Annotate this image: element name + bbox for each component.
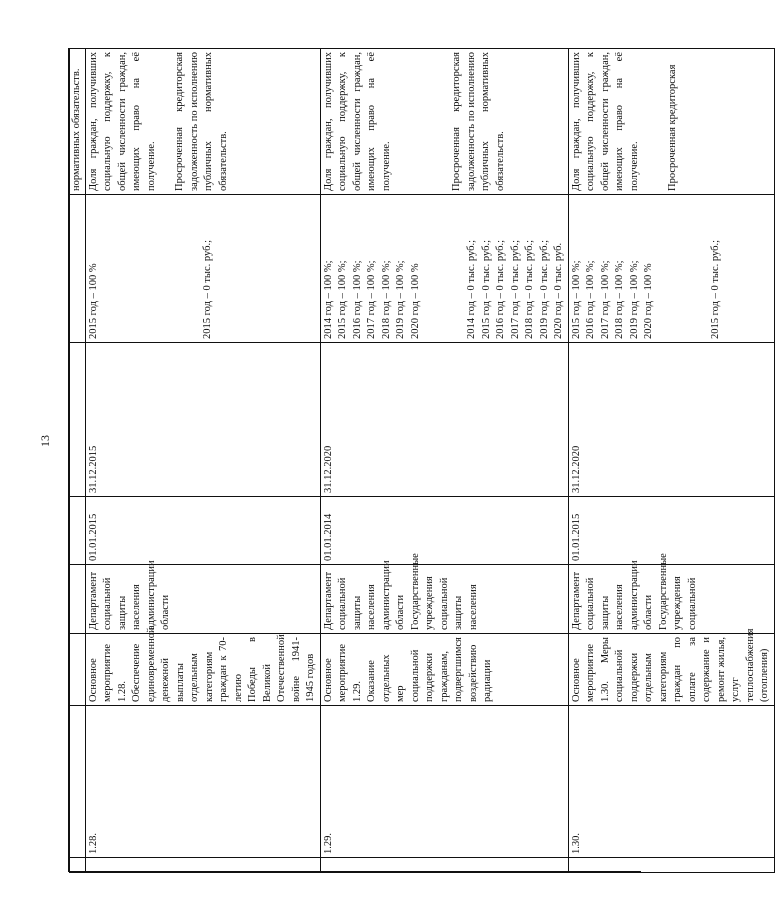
end-date-cell: 31.12.2020 — [320, 343, 568, 497]
debt-indicator: Просроченная кредиторская задолженность по исполнению публичных нормативных обязательств. — [451, 52, 506, 191]
end-date-cell: 31.12.2015 — [85, 343, 320, 497]
measures-table — [69, 48, 775, 873]
target-values-cell — [85, 195, 320, 343]
share-indicator: Доля граждан, получивших социальную поддержку, к общей численности граждан, имеющих право на её получение. — [87, 52, 157, 191]
rotated-table-frame — [69, 49, 770, 873]
row-number: 1.29. — [322, 833, 334, 854]
debt-values: 2015 год – 0 тыс. руб.; — [202, 240, 213, 339]
strip-cell — [70, 634, 86, 706]
executor-cell: Департамент социальной защиты населения администрации области — [85, 565, 320, 634]
strip-cell — [70, 497, 86, 565]
indicator-cell — [568, 49, 774, 195]
strip-cell — [70, 195, 86, 343]
executor-cell: Департамент социальной защиты населения администрации области Государственные учреждения социальной защиты населения — [320, 565, 568, 634]
continuation-row — [70, 49, 86, 873]
target-values-cell — [568, 195, 774, 343]
row-number-cell — [85, 706, 320, 858]
measure-name-cell: Основное мероприятие 1.30. Меры социальной поддержки отдельным категориям граждан по оплате за содержание и ремонт жилья, услуг теплоснабжения (отопления) — [568, 634, 774, 706]
indicator-cell — [320, 49, 568, 195]
measure-name-cell: Основное мероприятие 1.28. Обеспечение единовременной денежной выплаты отдельным категориям граждан к 70-летию Победы в Великой Отечественной войне 1941-1945 годов — [85, 634, 320, 706]
debt-values: 2014 год – 0 тыс. руб.; 2015 год – 0 тыс. руб.; 2016 год – 0 тыс. руб.; 2017 год – 0 тыс. руб.; 2018 год – 0 тыс. руб.; 2019 год – 0 тыс. руб.; 2020 год – 0 тыс. руб. — [466, 240, 564, 339]
strip-indicator-text: нормативных обязательств. — [71, 68, 82, 191]
debt-values: 2015 год – 0 тыс. руб.; — [709, 240, 721, 339]
share-values: 2015 год – 100 %; 2016 год – 100 %; 2017 год – 100 %; 2018 год – 100 %; 2019 год – 100 %; 2020 год – 100 % — [570, 260, 654, 339]
row-number-cell — [85, 858, 320, 873]
target-values-cell — [320, 195, 568, 343]
row-number-cell — [320, 858, 568, 873]
strip-cell — [70, 343, 86, 497]
strip-cell — [70, 858, 86, 873]
strip-cell — [70, 706, 86, 858]
row-number-cell — [320, 706, 568, 858]
share-indicator: Доля граждан, получивших социальную поддержку, к общей численности граждан, имеющих право на её получение. — [570, 52, 640, 191]
start-date-cell: 01.01.2015 — [568, 497, 774, 565]
measure-name-cell: Основное мероприятие 1.29. Оказание отдельных мер социальной поддержки гражданам, подвергшимся воздействию радиации — [320, 634, 568, 706]
indicator-cell — [85, 49, 320, 195]
row-number-cell — [568, 858, 774, 873]
row-number: 1.28. — [87, 833, 99, 854]
row-number: 1.30. — [570, 833, 582, 854]
rotated-table-page — [68, 48, 770, 872]
start-date-cell: 01.01.2015 — [85, 497, 320, 565]
row-number-cell — [568, 706, 774, 858]
debt-indicator: Просроченная кредиторская задолженность по исполнению публичных нормативных обязательств. — [174, 52, 229, 191]
page-number: 13 — [38, 435, 52, 447]
executor-cell: Департамент социальной защиты населения администрации области Государственные учреждения социальной — [568, 565, 774, 634]
share-values: 2014 год – 100 %; 2015 год – 100 %; 2016 год – 100 %; 2017 год – 100 %; 2018 год – 100 %; 2019 год – 100 %; 2020 год – 100 % — [322, 260, 421, 339]
strip-indicator-cell — [70, 49, 86, 195]
debt-indicator: Просроченная кредиторская — [667, 64, 678, 191]
table-row — [85, 49, 320, 873]
table-row — [568, 49, 774, 873]
strip-cell — [70, 565, 86, 634]
end-date-cell: 31.12.2020 — [568, 343, 774, 497]
share-values: 2015 год – 100 % — [87, 263, 99, 339]
table-row — [320, 49, 568, 873]
share-indicator: Доля граждан, получивших социальную поддержку, к общей численности граждан, имеющих право на её получение. — [322, 52, 392, 191]
start-date-cell: 01.01.2014 — [320, 497, 568, 565]
